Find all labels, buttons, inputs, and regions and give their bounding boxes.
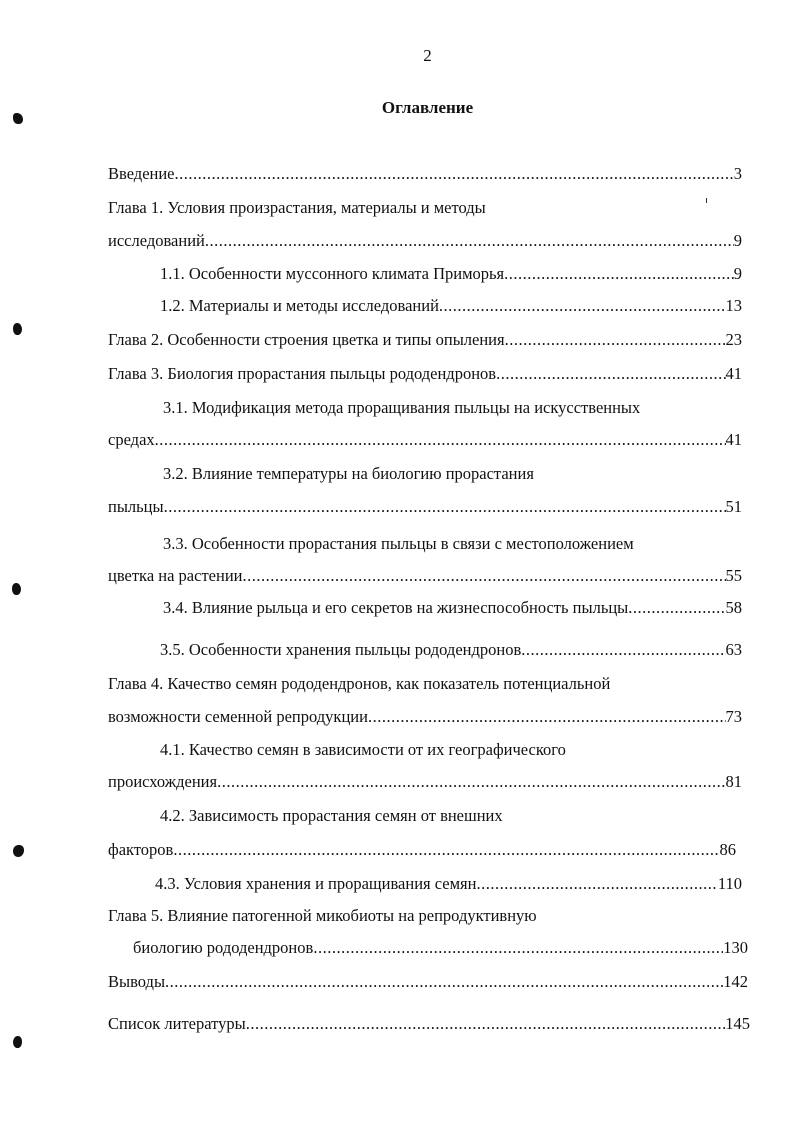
toc-entry-page: 130 bbox=[723, 938, 748, 957]
leader-dots bbox=[439, 296, 726, 316]
toc-entry bbox=[163, 598, 742, 618]
leader-dots bbox=[504, 264, 734, 284]
leader-dots bbox=[628, 598, 725, 618]
toc-entry-text: Глава 3. Биология прорастания пыльцы рододендронов bbox=[108, 364, 497, 383]
toc-entry-text: 1.1. Особенности муссонного климата Приморья bbox=[160, 264, 505, 283]
toc-entry-page: 13 bbox=[725, 296, 742, 315]
toc-entry bbox=[108, 906, 537, 926]
toc-entry bbox=[155, 874, 742, 894]
toc-entry-page: 41 bbox=[725, 364, 742, 383]
toc-entry-text: Введение bbox=[108, 164, 175, 183]
leader-dots bbox=[175, 164, 734, 184]
toc-entry bbox=[108, 497, 742, 517]
toc-entry bbox=[108, 164, 742, 184]
toc-entry-page: 86 bbox=[719, 840, 736, 859]
toc-entry-text: 4.3. Условия хранения и проращивания семян bbox=[155, 874, 477, 893]
toc-entry bbox=[108, 198, 486, 218]
leader-dots bbox=[173, 840, 719, 860]
toc-entry-text: цветка на растении bbox=[108, 566, 243, 585]
toc-entry-page: 142 bbox=[723, 972, 748, 991]
toc-entry-text: Глава 5. Влияние патогенной микобиоты на репродуктивную bbox=[108, 906, 537, 925]
toc-entry-page: 63 bbox=[725, 640, 742, 659]
toc-title: Оглавление bbox=[381, 98, 474, 117]
leader-dots bbox=[368, 707, 726, 727]
toc-entry-page: 81 bbox=[725, 772, 742, 791]
toc-entry-text: 3.1. Модификация метода проращивания пыльцы на искусственных bbox=[163, 398, 641, 417]
toc-entry bbox=[108, 1014, 750, 1034]
toc-entry-text: 4.1. Качество семян в зависимости от их географического bbox=[160, 740, 566, 759]
toc-entry bbox=[160, 264, 742, 284]
toc-entry-page: 9 bbox=[733, 231, 742, 250]
toc-entry-text: возможности семенной репродукции bbox=[108, 707, 368, 726]
page-number: 2 bbox=[423, 46, 432, 65]
toc-entry bbox=[160, 740, 566, 760]
leader-dots bbox=[164, 497, 726, 517]
toc-entry-text: 3.3. Особенности прорастания пыльцы в связи с местоположением bbox=[163, 534, 634, 553]
toc-entry-text: пыльцы bbox=[108, 497, 164, 516]
toc-entry-text: исследований bbox=[108, 231, 205, 250]
toc-entry bbox=[133, 938, 748, 958]
toc-entry bbox=[108, 364, 742, 384]
leader-dots bbox=[476, 874, 717, 894]
toc-entry-page: 41 bbox=[725, 430, 742, 449]
toc-entry-text: 3.4. Влияние рыльца и его секретов на жизнеспособность пыльцы bbox=[163, 598, 629, 617]
leader-dots bbox=[217, 772, 725, 792]
toc-entry bbox=[108, 430, 742, 450]
toc-entry-page: 51 bbox=[725, 497, 742, 516]
leader-dots bbox=[246, 1014, 726, 1034]
leader-dots bbox=[505, 330, 726, 350]
scan-artifact bbox=[12, 583, 21, 595]
toc-entry-page: 58 bbox=[725, 598, 742, 617]
toc-entry bbox=[163, 398, 640, 418]
toc-entry-text: 1.2. Материалы и методы исследований bbox=[160, 296, 439, 315]
toc-entry bbox=[160, 296, 742, 316]
toc-entry-text: Список литературы bbox=[108, 1014, 246, 1033]
toc-entry-page: 55 bbox=[725, 566, 742, 585]
toc-entry-text: факторов bbox=[108, 840, 174, 859]
toc-entry-text: происхождения bbox=[108, 772, 218, 791]
leader-dots bbox=[242, 566, 725, 586]
toc-entry-text: Глава 1. Условия произрастания, материалы и методы bbox=[108, 198, 486, 217]
toc-entry bbox=[108, 566, 742, 586]
toc-entry-text: средах bbox=[108, 430, 155, 449]
leader-dots bbox=[205, 231, 734, 251]
leader-dots bbox=[521, 640, 725, 660]
scan-artifact bbox=[13, 113, 23, 124]
scan-artifact bbox=[13, 1036, 22, 1048]
toc-entry-text: 4.2. Зависимость прорастания семян от внешних bbox=[160, 806, 503, 825]
toc-entry bbox=[108, 840, 736, 860]
toc-entry-page: 23 bbox=[725, 330, 742, 349]
toc-entry bbox=[160, 806, 503, 826]
toc-entry bbox=[108, 231, 742, 251]
toc-entry-page: 145 bbox=[725, 1014, 750, 1033]
scan-artifact bbox=[706, 198, 707, 203]
leader-dots bbox=[313, 938, 723, 958]
leader-dots bbox=[155, 430, 726, 450]
toc-entry bbox=[108, 674, 610, 694]
toc-entry-page: 9 bbox=[733, 264, 742, 283]
toc-entry-text: 3.2. Влияние температуры на биологию прорастания bbox=[163, 464, 534, 483]
toc-entry bbox=[108, 772, 742, 792]
toc-entry bbox=[163, 534, 634, 554]
toc-entry-text: Выводы bbox=[108, 972, 166, 991]
toc-entry bbox=[108, 330, 742, 350]
toc-entry bbox=[160, 640, 742, 660]
toc-entry-page: 110 bbox=[717, 874, 742, 893]
scan-artifact bbox=[13, 323, 22, 335]
toc-entry-text: биологию рододендронов bbox=[133, 938, 314, 957]
leader-dots bbox=[496, 364, 725, 384]
leader-dots bbox=[165, 972, 723, 992]
toc-entry-text: Глава 4. Качество семян рододендронов, как показатель потенциальной bbox=[108, 674, 611, 693]
toc-entry bbox=[108, 707, 742, 727]
toc-entry bbox=[163, 464, 534, 484]
toc-entry bbox=[108, 972, 748, 992]
toc-entry-page: 3 bbox=[733, 164, 742, 183]
toc-entry-text: 3.5. Особенности хранения пыльцы рододендронов bbox=[160, 640, 522, 659]
toc-entry-text: Глава 2. Особенности строения цветка и типы опыления bbox=[108, 330, 505, 349]
toc-entry-page: 73 bbox=[725, 707, 742, 726]
